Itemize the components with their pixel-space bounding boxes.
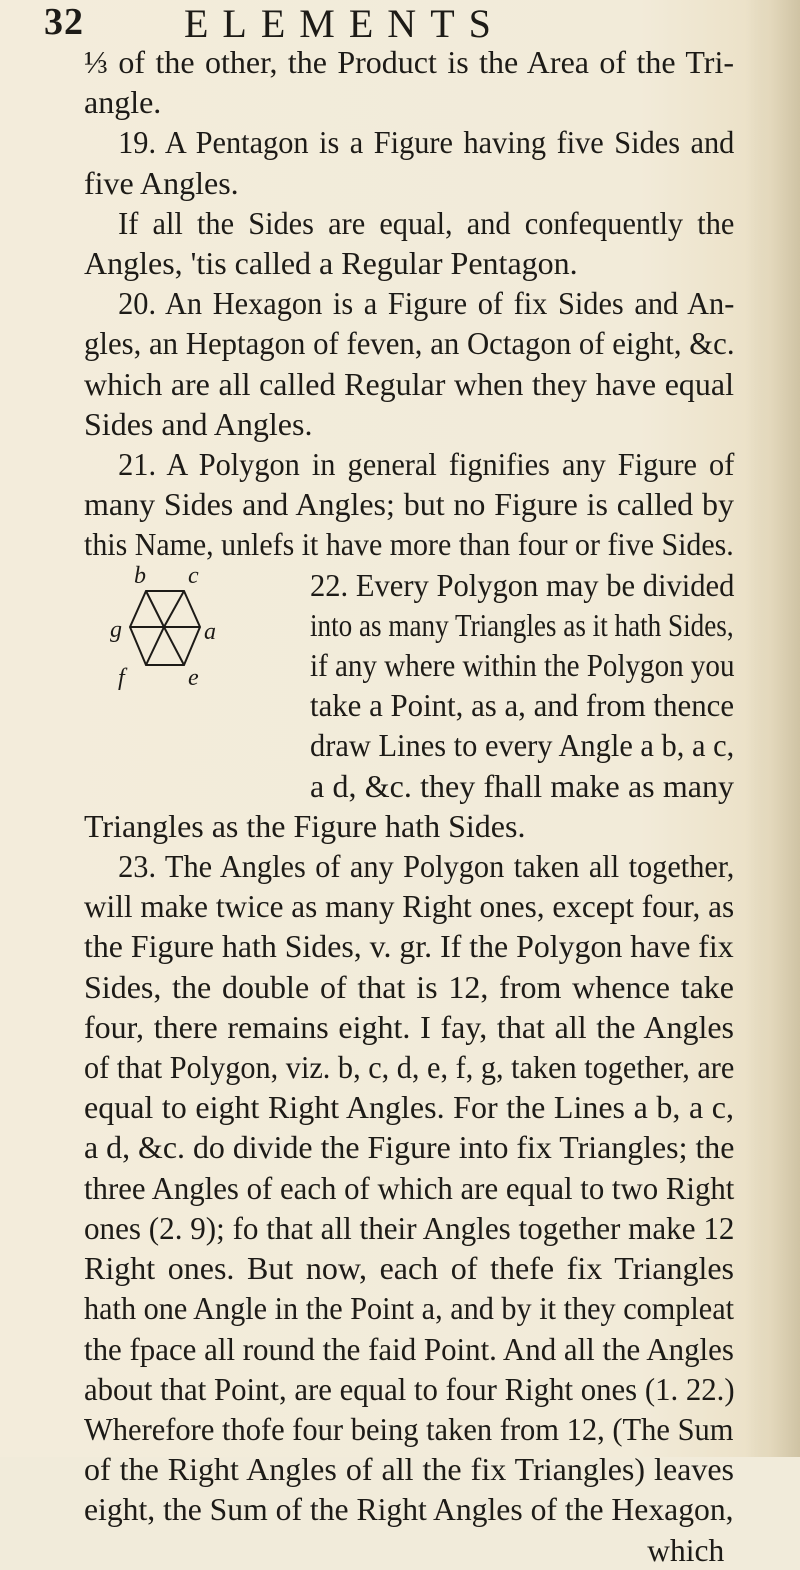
label-e: e xyxy=(188,665,199,691)
text-line: ⅓ of the other, the Product is the Area of the Tri- xyxy=(84,44,734,80)
text-line: Sides and Angles. xyxy=(84,405,313,442)
text-line: ones (2. 9); fo that all their Angles together make 12 xyxy=(84,1209,735,1246)
text-line: If all the Sides are equal, and confequently the xyxy=(118,204,735,241)
text-line: Angles, 'tis called a Regular Pentagon. xyxy=(84,245,578,282)
label-b: b xyxy=(134,563,146,589)
running-head: ELEMENTS xyxy=(184,1,505,46)
body-text xyxy=(84,42,734,1570)
text-line: this Name, unlefs it have more than four or five Sides. xyxy=(84,526,734,563)
text-line: will make twice as many Right ones, except four, as xyxy=(84,888,735,925)
text-line: 23. The Angles of any Polygon taken all together, xyxy=(118,848,735,885)
text-line: 22. Every Polygon may be divided xyxy=(310,566,735,603)
label-g: g xyxy=(110,617,122,643)
text-line: three Angles of each of which are equal to two Right xyxy=(84,1169,735,1206)
text-line: 21. A Polygon in general fignifies any Figure of xyxy=(118,446,735,483)
text-line: four, there remains eight. I fay, that all the Angles xyxy=(84,1008,734,1045)
text-line: of that Polygon, viz. b, c, d, e, f, g, taken together, are xyxy=(84,1049,735,1086)
text-line: of the Right Angles of all the fix Triangles) leaves xyxy=(84,1451,734,1488)
text-line: gles, an Heptagon of feven, an Octagon of eight, &c. xyxy=(84,325,735,362)
text-line: Sides, the double of that is 12, from whence take xyxy=(84,968,734,1005)
text-line: five Angles. xyxy=(84,164,239,201)
label-c: c xyxy=(188,563,199,589)
label-a: a xyxy=(204,619,216,645)
text-line: Right ones. But now, each of thefe fix Triangles xyxy=(84,1250,734,1287)
page-header xyxy=(44,0,744,44)
text-line: take a Point, as a, and from thence xyxy=(310,687,735,724)
text-line: Wherefore thofe four being taken from 12, (The Sum xyxy=(84,1410,734,1447)
text-line: many Sides and Angles; but no Figure is called by xyxy=(84,486,734,523)
label-f: f xyxy=(118,665,125,691)
text-line: angle. xyxy=(84,84,162,121)
text-line: 20. An Hexagon is a Figure of fix Sides and An- xyxy=(118,285,735,322)
text-line: about that Point, are equal to four Right ones (1. 22.) xyxy=(84,1370,735,1407)
page-number: 32 xyxy=(44,1,84,43)
text-line: which xyxy=(647,1531,725,1568)
text-line: a d, &c. they fhall make as many xyxy=(310,767,734,804)
text-line: into as many Triangles as it hath Sides, xyxy=(310,606,734,643)
text-line: equal to eight Right Angles. For the Lines a b, a c, xyxy=(84,1089,734,1126)
text-line: Triangles as the Figure hath Sides. xyxy=(84,807,526,844)
page-edge-shadow xyxy=(748,0,800,1457)
text-line: the Figure hath Sides, v. gr. If the Polygon have fix xyxy=(84,928,734,965)
text-line: draw Lines to every Angle a b, a c, xyxy=(310,727,735,764)
text-line: 19. A Pentagon is a Figure having five Sides and xyxy=(118,124,735,161)
text-line: which are all called Regular when they have equal xyxy=(84,365,734,402)
text-line: eight, the Sum of the Right Angles of the Hexagon, xyxy=(84,1491,734,1528)
text-line: if any where within the Polygon you xyxy=(310,647,735,684)
text-line: a d, &c. do divide the Figure into fix Triangles; the xyxy=(84,1129,735,1166)
text-line: hath one Angle in the Point a, and by it they compleat xyxy=(84,1290,735,1327)
text-line: the fpace all round the faid Point. And all the Angles xyxy=(84,1330,734,1367)
